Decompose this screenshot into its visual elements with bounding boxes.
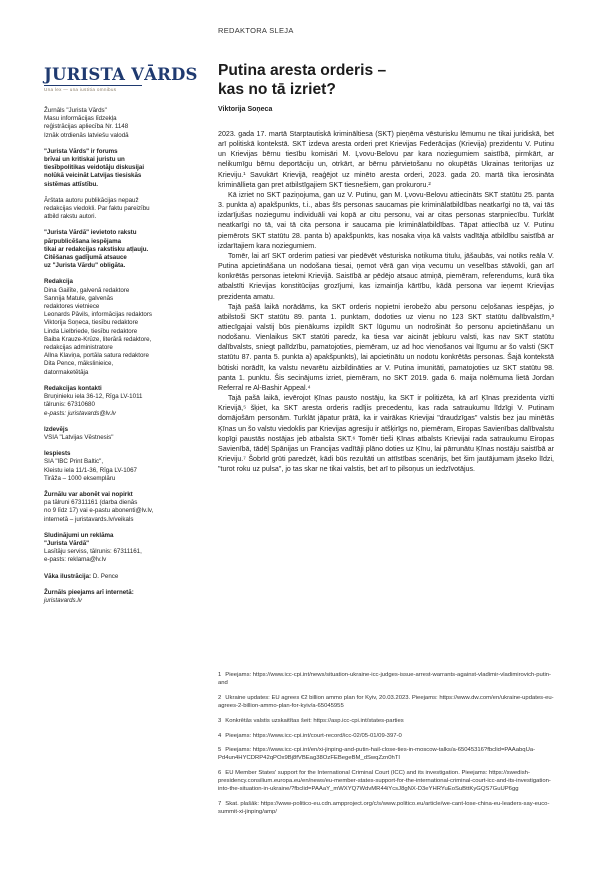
masthead-block bbox=[44, 573, 202, 581]
masthead-line: Citēšanas gadījumā atsauce bbox=[44, 254, 127, 262]
footnote-number: 7 bbox=[218, 800, 222, 807]
masthead-line: Masu informācijas līdzekļa bbox=[44, 115, 117, 123]
footnote-number: 3 bbox=[218, 717, 222, 724]
masthead-line: Kleistu iela 11/1-36, Rīga LV-1067 bbox=[44, 466, 137, 474]
masthead-heading: "Jurista Vārdā" bbox=[44, 539, 90, 547]
footnote-text: Skat. plašāk: https://www-politico-eu.cdn.ampproject.org/c/s/www.politico.eu/article/we-cant-lose-china-eu-leaders-say-euco-summit-xi-jinping/amp/ bbox=[218, 800, 550, 815]
footnote-text: Pieejams: https://www.icc-cpi.int/news/situation-ukraine-icc-judges-issue-arrest-warrants-against-vladimir-vladimirovich-putin-and bbox=[218, 672, 552, 686]
masthead-value: D. Pence bbox=[92, 572, 119, 580]
masthead-heading: Sludinājumi un reklāma bbox=[44, 531, 114, 539]
footnote bbox=[218, 770, 554, 794]
masthead-line: Dina Gailīte, galvenā redaktore bbox=[44, 286, 130, 294]
masthead-line: tiesībpolitikas veidotāju diskusijai bbox=[44, 164, 145, 172]
footnotes bbox=[218, 672, 554, 824]
masthead-line: SIA "IBC Print Baltic", bbox=[44, 458, 104, 466]
masthead-line: uz "Jurista Vārdu" obligāta. bbox=[44, 262, 126, 270]
masthead-line: nolūkā veicināt Latvijas tiesiskās bbox=[44, 172, 142, 180]
masthead-line: no 9 līdz 17) vai e-pastu abonenti@lv.lv, bbox=[44, 507, 154, 515]
article-title bbox=[218, 62, 554, 99]
masthead-heading: Vāka ilustrācija: bbox=[44, 572, 93, 580]
masthead-line: Dita Pence, mākslinieice, bbox=[44, 360, 114, 368]
masthead-line: Viktorija Soņeca, tiesību redaktore bbox=[44, 319, 139, 327]
masthead-block bbox=[44, 385, 202, 418]
masthead-line: e-pasts: juristavards@lv.lv bbox=[44, 409, 116, 417]
logo-block bbox=[44, 66, 202, 93]
masthead-line: Žurnāls "Jurista Vārds" bbox=[44, 107, 107, 114]
article-paragraph: Tajā pašā laikā norādāms, ka SKT orderis nopietni ierobežo abu personu ceļošanas iespējas, jo atbilstoši SKT statūtu 89. panta 1. punktam, dodoties uz vienu no 123 SKT statūtu dalībvalstīm,³ attiecīgajai valstij būs pienākums izpildīt SKT lūgumu un nodrošināt šo personu apcietināšanu un nodošanu. Vienlaikus SKT statūti paredz, ka tiesa var aicināt jebkuru valsti, kas nav SKT statūtu dalībvalsts, sniegt palīdzību, pamatojoties, piemēram, uz ad hoc vienošanos vai līgumu ar šo valsti (SKT statūtu 87. panta 5. punkta a) apakšpunkts), lai apcietinātu un nodotu konkrētās personas. Šajā kontekstā būtiski norādīt, ka valstu nevarētu aizbildināties ar V. Putina imunitāti, pamatojoties uz SKT statūtu 98. panta 1. punktu. Šis secinājums izriet, piemēram, no SKT 2019. gada 6. maija nolēmuma lietā Jordan Referral re Al-Bashir Appeal.⁴ bbox=[218, 302, 554, 392]
masthead-sidebar bbox=[44, 66, 202, 613]
footnote-number: 1 bbox=[218, 672, 222, 678]
masthead-line: redakcijas administratore bbox=[44, 344, 113, 352]
masthead-block bbox=[44, 278, 202, 376]
masthead-line: Ārštata autoru publikācijas nepauž bbox=[44, 196, 139, 204]
masthead-line: Baiba Krauze-Krūze, literārā redaktore, bbox=[44, 335, 152, 343]
masthead-block bbox=[44, 589, 202, 605]
masthead-block bbox=[44, 450, 202, 483]
masthead-line: datormaketētāja bbox=[44, 368, 89, 376]
footnote bbox=[218, 747, 554, 763]
masthead-heading: Redakcija bbox=[44, 278, 73, 286]
masthead-line: Sannija Matule, galvenās bbox=[44, 294, 114, 302]
footnote bbox=[218, 695, 554, 711]
masthead-line: redakcijas viedokli. Par faktu pareizību bbox=[44, 205, 150, 213]
masthead-line: redaktores vietniece bbox=[44, 303, 100, 311]
footnote bbox=[218, 718, 554, 726]
masthead-line: tālrunis: 67310680 bbox=[44, 401, 95, 409]
footnote bbox=[218, 733, 554, 741]
footnote-text: Ukraine updates: EU agrees €2 billion ammo plan for Kyiv, 20.03.2023. Pieejams: https://www.dw.com/en/ukraine-updates-eu-agrees-2-billion-ammo-plan-for-kyiv/a-65045955 bbox=[218, 694, 554, 709]
article-paragraph: Tajā pašā laikā, ievērojot Ķīnas pausto nostāju, ka SKT ir politizēta, kā arī Ķīnas prezidenta vizīti Krievijā,⁵ šķiet, ka SKT aresta orderis radījis precedentu, kas rada satraukumu līdzīgi V. Putinam domājošām personām. Turklāt jāpatur prātā, ka ir vairākas Krievijai "draudzīgas" valstis bez jau minētās Ķīnas un šo valstu viedoklis par Krievijas agresiju ir atšķirīgs no, piemēram, Eiropas Savienības dalībvalstu kopīgi paustās nostājas jeb atbalsta SKT.⁶ Tomēr tieši Ķīnas atbalsts Krievijai rada satraukumu Eiropas Savienībā, tādēļ Spānijas un Francijas vadītāji plāno doties uz Ķīnu, lai pārrunātu Ķīnas nostāju saistībā ar Krieviju.⁷ Šobrīd grūti paredzēt, kādi būs rezultāti un attīstības scenārijs, bet šim jautājumam jāseko līdzi, "turot roku uz pulsa", jo tas skar ne tikai valstis, bet arī to pilsoņus un iedzīvotājus. bbox=[218, 394, 554, 474]
footnote bbox=[218, 672, 554, 688]
footnote-text: Konkrētās valstis uzskaitītas šeit: https://asp.icc-cpi.int/states-parties bbox=[225, 717, 404, 724]
masthead-line: internetā – juristavards.lv/veikals bbox=[44, 515, 134, 523]
footnote-text: Pieejams: https://www.icc-cpi.int/en/xi-jinping-and-putin-hail-close-ties-in-moscow-talks/a-65045316?fbclid=PAAabqUa-Pd4un4HYCDRP42qPOx9Bj8fVBEag38OzFEBegeBM_dSwqZzn0hTI bbox=[218, 747, 536, 762]
journal-tagline: Una lex — una iustitia omnibus bbox=[44, 87, 117, 92]
footnote-number: 5 bbox=[218, 747, 222, 754]
masthead-heading: Žurnāls pieejams arī internetā: bbox=[44, 588, 134, 596]
masthead-heading: Redakcijas kontakti bbox=[44, 384, 102, 392]
article-paragraph: 2023. gada 17. martā Starptautiskā krimināltiesa (SKT) pieņēma vēsturisku lēmumu ne tikai juridiskā, bet arī politiskā kontekstā. SKT izdeva aresta orderi pret Krievijas Federācijas (Krievija) prezidentu V. Putinu un Krievijas bērnu tiesību komisāri M. Ļvovu-Belovu par kara noziegumiem saistībā, pirmkārt, ar nelikumīgu bērnu deportāciju un, otrkārt, ar bērnu pārvietošanu no okupētās Ukrainas teritorijas uz Krieviju.¹ Savukārt Krievijā, reaģējot uz minēto aresta orderi, 2023. gada 20. martā tika ierosināta krimināllieta gan pret atbilstīgajiem SKT tiesnešiem, gan prokuroru.² bbox=[218, 130, 554, 189]
masthead-line: "Jurista Vārdā" ievietoto rakstu bbox=[44, 229, 137, 237]
masthead-line: Lasītāju serviss, tālrunis: 67311161, bbox=[44, 548, 142, 556]
masthead-heading: Žurnālu var abonēt vai nopirkt bbox=[44, 490, 133, 498]
footnote-number: 6 bbox=[218, 770, 222, 777]
article-body bbox=[218, 129, 554, 474]
masthead-heading: Iespiests bbox=[44, 450, 71, 458]
masthead-line: sistēmas attīstību. bbox=[44, 180, 98, 188]
article-title-line-2: kas no tā izriet? bbox=[218, 80, 336, 98]
footnote-number: 2 bbox=[218, 694, 222, 701]
masthead-line: reģistrācijas apliecība Nr. 1148 bbox=[44, 123, 129, 131]
masthead-line: brīvai un kritiskai juristu un bbox=[44, 156, 125, 164]
footnote bbox=[218, 801, 554, 817]
editorial-article bbox=[218, 62, 554, 474]
masthead-line: pārpublicēšana iespējama bbox=[44, 237, 122, 245]
masthead-line: juristavards.lv bbox=[44, 596, 82, 604]
masthead-line: Tirāža – 1000 eksemplāru bbox=[44, 474, 116, 482]
masthead-block bbox=[44, 532, 202, 565]
masthead-line: Linda Lielbriede, tiesību redaktore bbox=[44, 327, 138, 335]
section-label: REDAKTORA SLEJA bbox=[218, 26, 294, 35]
masthead-line: Iznāk otrdienās latviešu valodā bbox=[44, 131, 129, 139]
masthead-line: Leonards Pāvils, informācijas redaktors bbox=[44, 311, 152, 319]
masthead-blocks bbox=[44, 107, 202, 605]
masthead-heading: Izdevējs bbox=[44, 425, 69, 433]
masthead-block bbox=[44, 197, 202, 222]
masthead-line: pa tālruni 67311161 (darba dienās bbox=[44, 499, 138, 507]
masthead-block bbox=[44, 491, 202, 524]
footnote-text: EU Member States' support for the International Criminal Court (ICC) and its investigation. Pieejams: https://swedish-presidency.consilium.europa.eu/en/news/eu-member-states-support-for-the-international-criminal-court-icc-and-its-investigation-into-the-situation-in-ukraine/?fbclid=PAAaY_mWXYQ7WdvMR44iYcsJ8gNX-D3eYHRYuEoSuBttKyGQS7GuUP6gg bbox=[218, 770, 551, 793]
masthead-line: VSIA "Latvijas Vēstnesis" bbox=[44, 433, 114, 441]
footnote-text: Pieejams: https://www.icc-cpi.int/court-record/icc-02/05-01/09-397-0 bbox=[225, 732, 402, 739]
masthead-line: tikai ar redakcijas rakstisku atļauju. bbox=[44, 245, 149, 253]
masthead-block bbox=[44, 107, 202, 140]
masthead-line: "Jurista Vārds" ir forums bbox=[44, 147, 118, 155]
masthead-inline bbox=[44, 573, 202, 581]
article-paragraph: Tomēr, lai arī SKT orderim patiesi var piedēvēt vēsturiska notikuma titulu, jāšaubās, vai notiks reāla V. Putina apcietināšana un nodošana tiesai, ņemot vērā gan viņa vecumu un veselības stāvokli, gan arī konkrētās personas ietekmi Krievijā. Saistībā ar pēdējo atsauc atmiņā, piemēram, referendums, kurā tika atbalstīti Krievijas konstitūcijas grozījumi, kas izmainīja kārtību, kādā persona var ieņemt Krievijas prezidenta amatu. bbox=[218, 251, 554, 301]
article-title-line-1: Putina aresta orderis – bbox=[218, 62, 387, 79]
masthead-line: Bruņinieku iela 36-12, Rīga LV-1011 bbox=[44, 393, 143, 401]
article-paragraph: Kā izriet no SKT paziņojuma, gan uz V. Putinu, gan M. Ļvovu-Belovu attiecināts SKT statūtu 25. panta 3. punkta a) apakšpunkts, t.i., abas šīs personas saucamas pie kriminālatbildības neatkarīgi no tā, vai tās izdarījušas noziegumu individuāli vai kopā ar citu personu, vai ar citas personas starpniecību. Turklāt neatkarīgi no tā, vai tā cita persona ir saucama pie kriminālatbildības. Tāpat attiecībā uz V. Putinu piemērots SKT statūtu 28. panta b) apakšpunkts, kas nosaka viņa kā valsts vadītāja atbildību saistībā ar izdarītajiem kara noziegumiem. bbox=[218, 190, 554, 250]
masthead-block bbox=[44, 426, 202, 442]
masthead-line: e-pasts: reklama@lv.lv bbox=[44, 556, 107, 564]
masthead-line: Allna Klaviņa, portāla satura redaktore bbox=[44, 352, 149, 360]
article-author: Viktorija Soņeca bbox=[218, 106, 273, 113]
journal-logo: JURISTA VĀRDS bbox=[44, 65, 198, 84]
masthead-block bbox=[44, 229, 202, 270]
logo-rule bbox=[44, 85, 142, 86]
masthead-block bbox=[44, 148, 202, 189]
masthead-line: atbild rakstu autori. bbox=[44, 213, 97, 221]
footnote-number: 4 bbox=[218, 732, 222, 739]
